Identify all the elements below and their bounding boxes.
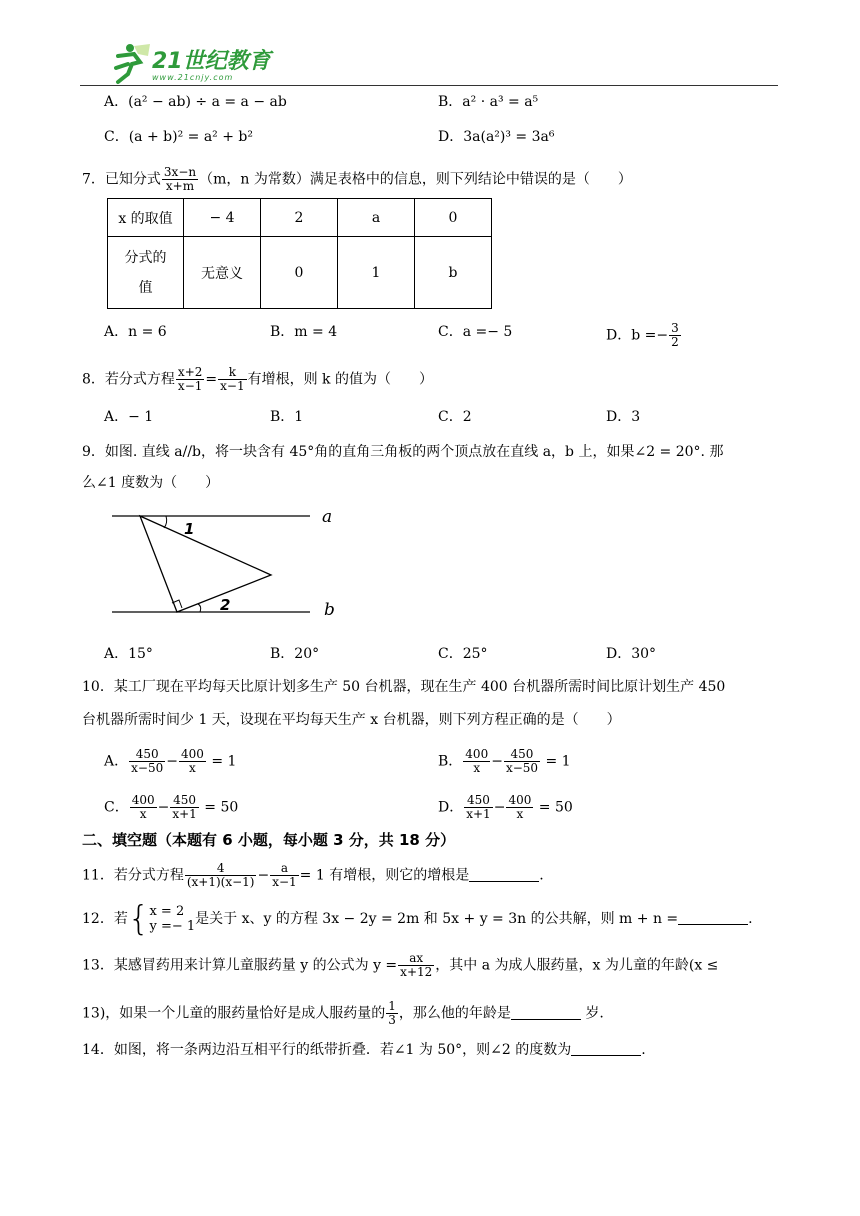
q7-stem: 7．已知分式 $\frac{3x-n}{x+m}$ （m，n 为常数）满足表格中的信息，则下列结论中错误的是（ ）: [82, 165, 632, 193]
q7-fraction: $\frac{3x-n}{x+m}$: [163, 165, 197, 193]
q12-stem: 12．若{x = 2 y =− 1是关于 x、y 的方程 3x − 2y = 2m 和 5x + y = 3n 的公共解，则 m + n = .: [82, 899, 753, 939]
q8-option-b: B．1: [270, 409, 304, 425]
q8-option-c: C．2: [438, 409, 472, 425]
q10-option-c: C． $\frac{400}{x}$ − $\frac{450}{x+1}$ = 50: [104, 793, 239, 821]
q9-stem-line1: 9．如图. 直线 a//b，将一块含有 45°角的直角三角板的两个顶点放在直线 a，b 上，如果∠2 = 20°. 那: [82, 444, 724, 460]
q6-option-d: D．3a(a²)³ = 3a⁶: [438, 129, 555, 145]
table-row: [108, 199, 492, 237]
equation-system: x = 2 y =− 1: [149, 904, 196, 934]
q10-option-d: D． $\frac{450}{x+1}$ − $\frac{400}{x}$ = 50: [438, 793, 573, 821]
q8-stem: 8．若分式方程 $\frac{x+2}{x-1}$ = $\frac{k}{x-1}$ 有增根，则 k 的值为（ ）: [82, 365, 433, 393]
q6-option-b-expr: a² · a³ = a⁵: [462, 94, 539, 110]
table-cell: 无意义: [184, 237, 261, 309]
q9-option-a: A．15°: [104, 646, 153, 662]
figure-line-a-label: a: [322, 507, 333, 527]
table-cell: 0: [415, 199, 492, 237]
table-cell: a: [338, 199, 415, 237]
q6-option-c: C．(a + b)² = a² + b²: [104, 129, 253, 145]
answer-blank: [678, 910, 748, 925]
q8-option-a: A．− 1: [104, 409, 154, 425]
figure-line-b-label: b: [324, 600, 335, 620]
q10-option-a: A． $\frac{450}{x-50}$ − $\frac{400}{x}$ = 1: [104, 747, 237, 775]
q9-option-b: B．20°: [270, 646, 320, 662]
q10-stem-line1: 10．某工厂现在平均每天比原计划多生产 50 台机器，现在生产 400 台机器所需时间比原计划生产 450: [82, 679, 726, 695]
q6-option-c-expr: (a + b)² = a² + b²: [128, 129, 253, 145]
answer-blank: [511, 1005, 581, 1020]
q14-stem: 14．如图，将一条两边沿互相平行的纸带折叠．若∠1 为 50°，则∠2 的度数为 .: [82, 1042, 646, 1058]
q13-stem-line2: 13)，如果一个儿童的服药量恰好是成人服药量的 $\frac{1}{3}$ ，那么他的年龄是 岁.: [82, 999, 604, 1027]
q9-option-c: C．25°: [438, 646, 488, 662]
logo-url: www.21cnjy.com: [152, 73, 234, 82]
answer-blank: [469, 867, 539, 882]
q10-stem-line2: 台机器所需时间少 1 天，设现在平均每天生产 x 台机器，则下列方程正确的是（ ）: [82, 712, 621, 728]
q10-option-b: B． $\frac{400}{x}$ − $\frac{450}{x-50}$ = 1: [438, 747, 571, 775]
table-cell: 2: [261, 199, 338, 237]
header-rule: [80, 85, 778, 86]
q6-option-b: B．a² · a³ = a⁵: [438, 94, 539, 110]
q7-option-c: C．a =− 5: [438, 324, 513, 340]
q7-table: [107, 198, 492, 309]
runner-icon: [116, 44, 150, 82]
section-2-title: 二、填空题（本题有 6 小题，每小题 3 分，共 18 分）: [82, 831, 456, 849]
q9-figure: [108, 500, 348, 625]
table-cell: b: [415, 237, 492, 309]
answer-blank: [571, 1041, 641, 1056]
table-cell: − 4: [184, 199, 261, 237]
q8-option-d: D．3: [606, 409, 641, 425]
q9-stem-line2: 么∠1 度数为（ ）: [82, 475, 220, 491]
q7-option-b: B．m = 4: [270, 324, 338, 340]
q6-option-a-expr: (a² − ab) ÷ a = a − ab: [128, 94, 287, 110]
figure-angle-2-label: 2: [220, 596, 231, 614]
q7-option-a: A．n = 6: [104, 324, 167, 340]
q6-option-a: A．(a² − ab) ÷ a = a − ab: [104, 94, 287, 110]
q13-stem-line1: 13．某感冒药用来计算儿童服药量 y 的公式为 y = $\frac{ax}{x+12}$ ，其中 a 为成人服药量，x 为儿童的年龄(x ≤: [82, 951, 719, 979]
figure-angle-1-label: 1: [184, 520, 195, 538]
q6-option-d-expr: 3a(a²)³ = 3a⁶: [463, 129, 555, 145]
q9-option-d: D．30°: [606, 646, 657, 662]
q11-stem: 11．若分式方程 $\frac{4}{(x+1)(x-1)}$ − $\frac{a}{x-1}$ = 1 有增根，则它的增根是 .: [82, 861, 544, 889]
table-row: [108, 237, 492, 309]
table-cell: 分式的 值: [108, 237, 184, 309]
logo: [104, 42, 274, 86]
table-cell: 0: [261, 237, 338, 309]
q7-option-d: D．b =− $\frac{3}{2}$: [606, 321, 679, 349]
table-cell: 1: [338, 237, 415, 309]
logo-text: 21世纪教育: [152, 49, 271, 74]
table-cell: x 的取值: [108, 199, 184, 237]
